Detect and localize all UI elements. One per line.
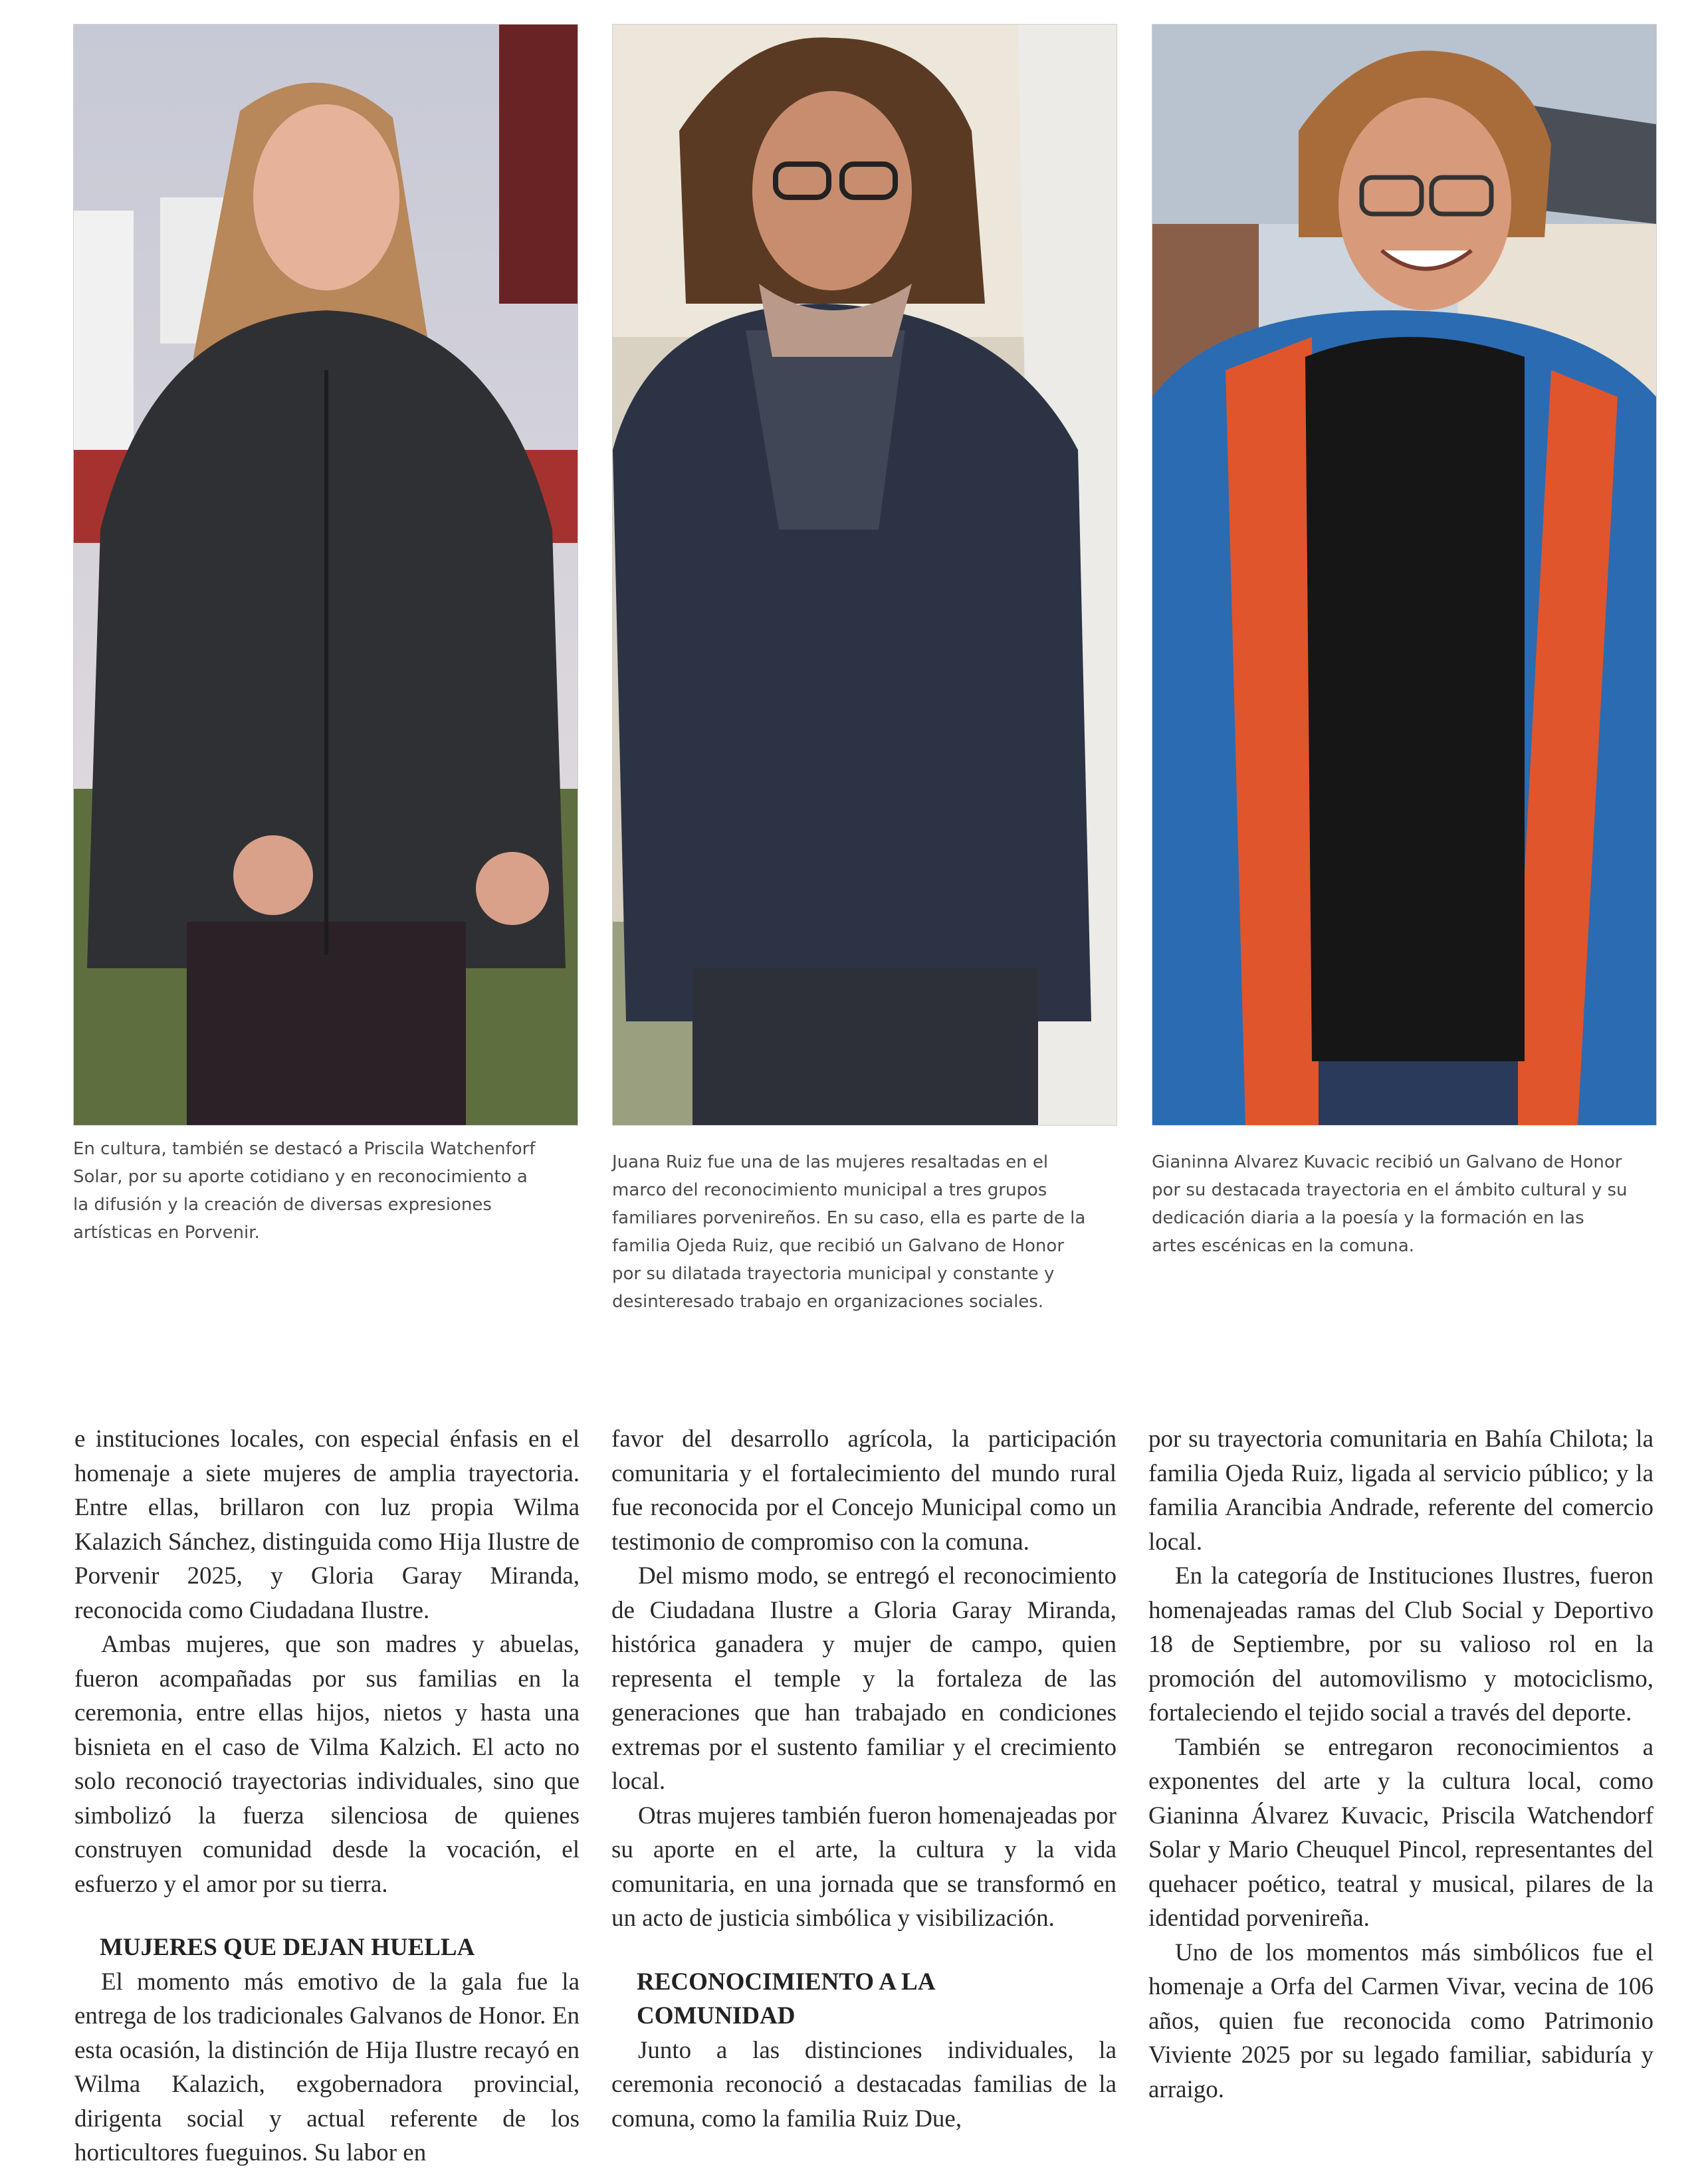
section-heading: RECONOCIMIENTO A LA COMUNIDAD: [637, 1968, 934, 2029]
article-paragraph: Uno de los momentos más simbólicos fue el homenaje a Orfa del Carmen Vivar, vecina de 106 años, quien fue reconocida como Patrimonio Viviente 2025 por su legado familiar, sabiduría y arraigo.: [1148, 1938, 1654, 2103]
article-paragraph: El momento más emotivo de la gala fue la entrega de los tradicionales Galvanos de Honor. En esta ocasión, la distinción de Hija Ilustre recayó en Wilma Kalazich, exgobernadora provincial, dirigenta social y actual referente de los horticultores fueguinos. Su labor en: [74, 1968, 580, 2166]
article-column-2: [611, 1422, 1117, 2177]
photo-juana-ruiz: [612, 24, 1117, 1126]
article-paragraph: Junto a las distinciones individuales, la ceremonia reconoció a destacadas familias de la comuna, como la familia Ruiz Due,: [611, 2036, 1117, 2132]
article-column-3: [1148, 1422, 1654, 2177]
photo-caption: Gianinna Alvarez Kuvacic recibió un Galvano de Honor por su destacada trayectoria en el ámbito cultural y su dedicación diaria a la poesía y la formación en las artes escénicas en la comuna.: [1152, 1152, 1628, 1256]
article-paragraph: Otras mujeres también fueron homenajeadas por su aporte en el arte, la cultura y la vida comunitaria, en una jornada que se transformó en un acto de justicia simbólica y visibilización.: [611, 1802, 1117, 1932]
article-paragraph: En la categoría de Instituciones Ilustres, fueron homenajeadas ramas del Club Social y Deportivo 18 de Septiembre, por su valioso rol en la promoción del automovilismo y motociclismo, fortaleciendo el tejido social a través del deporte.: [1148, 1562, 1654, 1726]
section-heading: MUJERES QUE DEJAN HUELLA: [100, 1934, 475, 1961]
article-paragraph: favor del desarrollo agrícola, la participación comunitaria y el fortalecimiento del mundo rural fue reconocida por el Concejo Municipal como un testimonio de compromiso con la comuna.: [611, 1425, 1117, 1556]
photo-caption: En cultura, también se destacó a Priscila Watchenforf Solar, por su aporte cotidiano y en reconocimiento a la difusión y la creación de diversas expresiones artísticas en Porvenir.: [73, 1139, 536, 1243]
article-paragraph: e instituciones locales, con especial énfasis en el homenaje a siete mujeres de amplia trayectoria. Entre ellas, brillaron con luz propia Wilma Kalazich Sánchez, distinguida como Hija Ilustre de Porvenir 2025, y Gloria Garay Miranda, reconocida como Ciudadana Ilustre.: [74, 1425, 580, 1624]
article-paragraph: También se entregaron reconocimientos a exponentes del arte y la cultura local, como Gianinna Álvarez Kuvacic, Priscila Watchendorf Solar y Mario Cheuquel Pincol, representantes del quehacer poético, teatral y musical, pilares de la identidad porvenireña.: [1148, 1733, 1654, 1932]
article-paragraph: por su trayectoria comunitaria en Bahía Chilota; la familia Ojeda Ruiz, ligada al servicio público; y la familia Arancibia Andrade, referente del comercio local.: [1148, 1425, 1654, 1556]
article-paragraph: Del mismo modo, se entregó el reconocimiento de Ciudadana Ilustre a Gloria Garay Miranda, histórica ganadera y mujer de campo, quien representa el temple y la fortaleza de las generaciones que han trabajado en condiciones extremas por el sustento familiar y el crecimiento local.: [611, 1562, 1117, 1795]
article-paragraph: Ambas mujeres, que son madres y abuelas, fueron acompañadas por sus familias en la ceremonia, entre ellas hijos, nietos y hasta una bisnieta en el caso de Vilma Kalzich. El acto no solo reconoció trayectorias individuales, sino que simbolizó la fuerza silenciosa de quienes construyen comunidad desde la vocación, el esfuerzo y el amor por su tierra.: [74, 1631, 580, 1898]
photo-gianinna-alvarez: [1152, 24, 1657, 1126]
article-column-1: [74, 1422, 580, 2177]
photo-caption: Juana Ruiz fue una de las mujeres resaltadas en el marco del reconocimiento municipal a tres grupos familiares porvenireños. En su caso, ella es parte de la familia Ojeda Ruiz, que recibió un Galvano de Honor por su dilatada trayectoria municipal y constante y desinteresado trabajo en organizaciones sociales.: [612, 1152, 1086, 1312]
photo-priscila-watchenforf: [73, 24, 578, 1126]
